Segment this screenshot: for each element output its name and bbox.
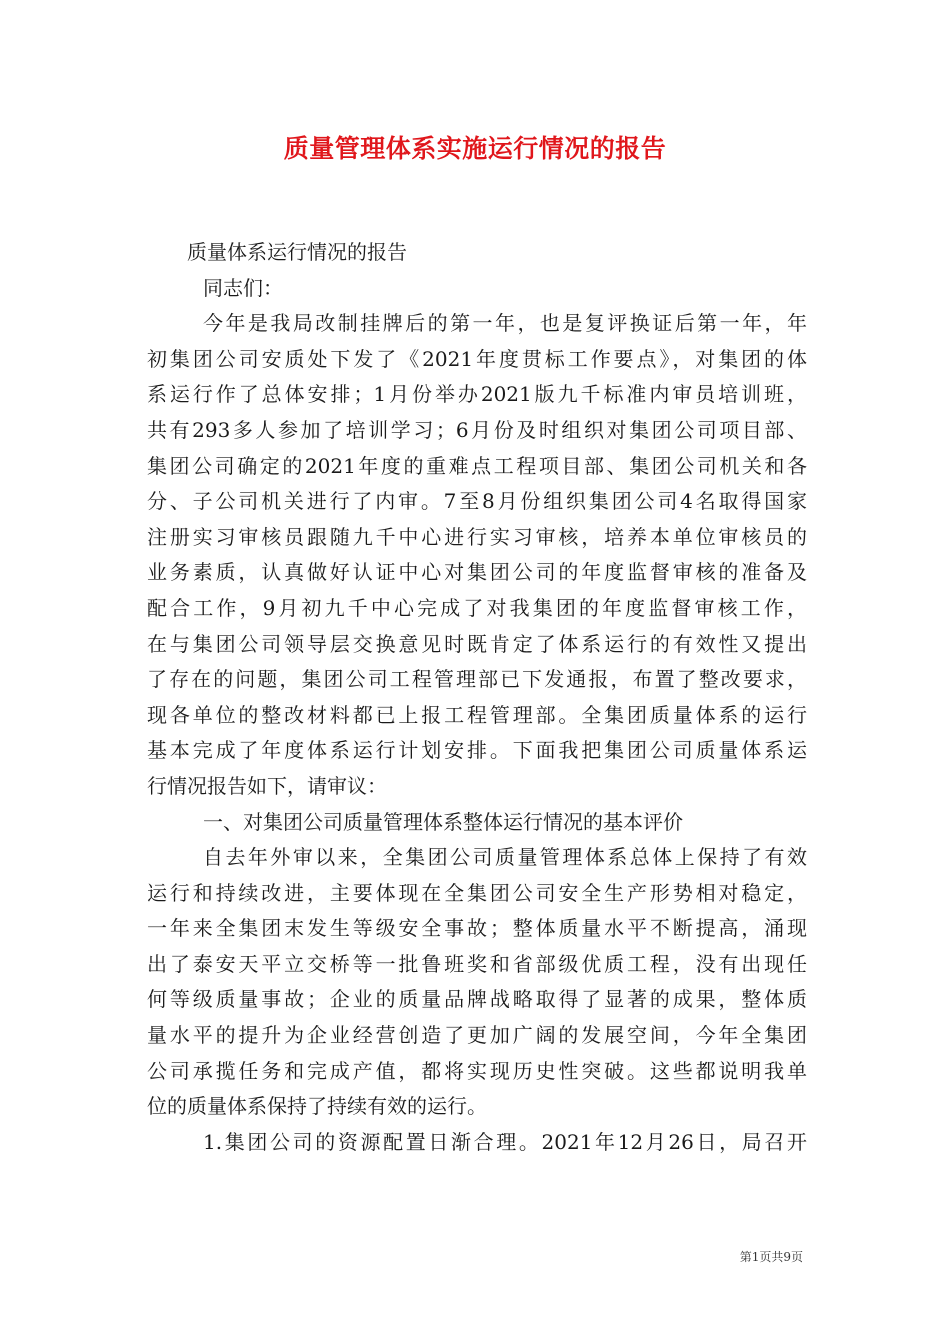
section-heading: 一、对集团公司质量管理体系整体运行情况的基本评价 <box>203 809 683 834</box>
text-line: 初集团公司安质处下发了《2021年度贯标工作要点》，对集团的体 <box>147 346 807 371</box>
text-line: 一年来全集团末发生等级安全事故；整体质量水平不断提高，涌现 <box>147 916 807 941</box>
text-line: 出了泰安天平立交桥等一批鲁班奖和省部级优质工程，没有出现任 <box>147 951 807 976</box>
document-body <box>147 235 807 1160</box>
text-line: 运行和持续改进，主要体现在全集团公司安全生产形势相对稳定， <box>147 880 807 905</box>
text-line: 自去年外审以来，全集团公司质量管理体系总体上保持了有效 <box>203 845 807 870</box>
text-line: 今年是我局改制挂牌后的第一年，也是复评换证后第一年，年 <box>203 311 807 336</box>
text-line: 注册实习审核员跟随九千中心进行实习审核，培养本单位审核员的 <box>147 524 807 549</box>
text-line: 基本完成了年度体系运行计划安排。下面我把集团公司质量体系运 <box>147 738 807 763</box>
text-line: 系运行作了总体安排；1月份举办2021版九千标准内审员培训班， <box>147 382 807 407</box>
text-line: 何等级质量事故；企业的质量品牌战略取得了显著的成果，整体质 <box>147 987 807 1012</box>
text-line: 现各单位的整改材料都已上报工程管理部。全集团质量体系的运行 <box>147 702 807 727</box>
text-line: 量水平的提升为企业经营创造了更加广阔的发展空间，今年全集团 <box>147 1023 807 1048</box>
page-number-footer: 第1页共9页 <box>739 1250 803 1264</box>
text-line: 共有293多人参加了培训学习；6月份及时组织对集团公司项目部、 <box>147 417 807 442</box>
text-line: 配合工作，9月初九千中心完成了对我集团的年度监督审核工作， <box>147 595 807 620</box>
page-title: 质量管理体系实施运行情况的报告 <box>283 134 667 163</box>
text-line: 在与集团公司领导层交换意见时既肯定了体系运行的有效性又提出 <box>147 631 807 656</box>
text-line: 了存在的问题，集团公司工程管理部已下发通报，布置了整改要求， <box>147 667 807 692</box>
text-line: 质量体系运行情况的报告 <box>187 240 407 264</box>
text-line: 行情况报告如下，请审议： <box>147 773 387 798</box>
text-line: 位的质量体系保持了持续有效的运行。 <box>147 1094 487 1119</box>
text-line: 同志们： <box>203 275 283 300</box>
text-line: 分、子公司机关进行了内审。7至8月份组织集团公司4名取得国家 <box>147 489 807 514</box>
text-line: 1.集团公司的资源配置日渐合理。2021年12月26日，局召开 <box>203 1129 807 1154</box>
text-line: 业务素质，认真做好认证中心对集团公司的年度监督审核的准备及 <box>147 560 807 585</box>
text-line: 公司承揽任务和完成产值，都将实现历史性突破。这些都说明我单 <box>147 1058 807 1083</box>
text-line: 集团公司确定的2021年度的重难点工程项目部、集团公司机关和各 <box>147 453 807 478</box>
